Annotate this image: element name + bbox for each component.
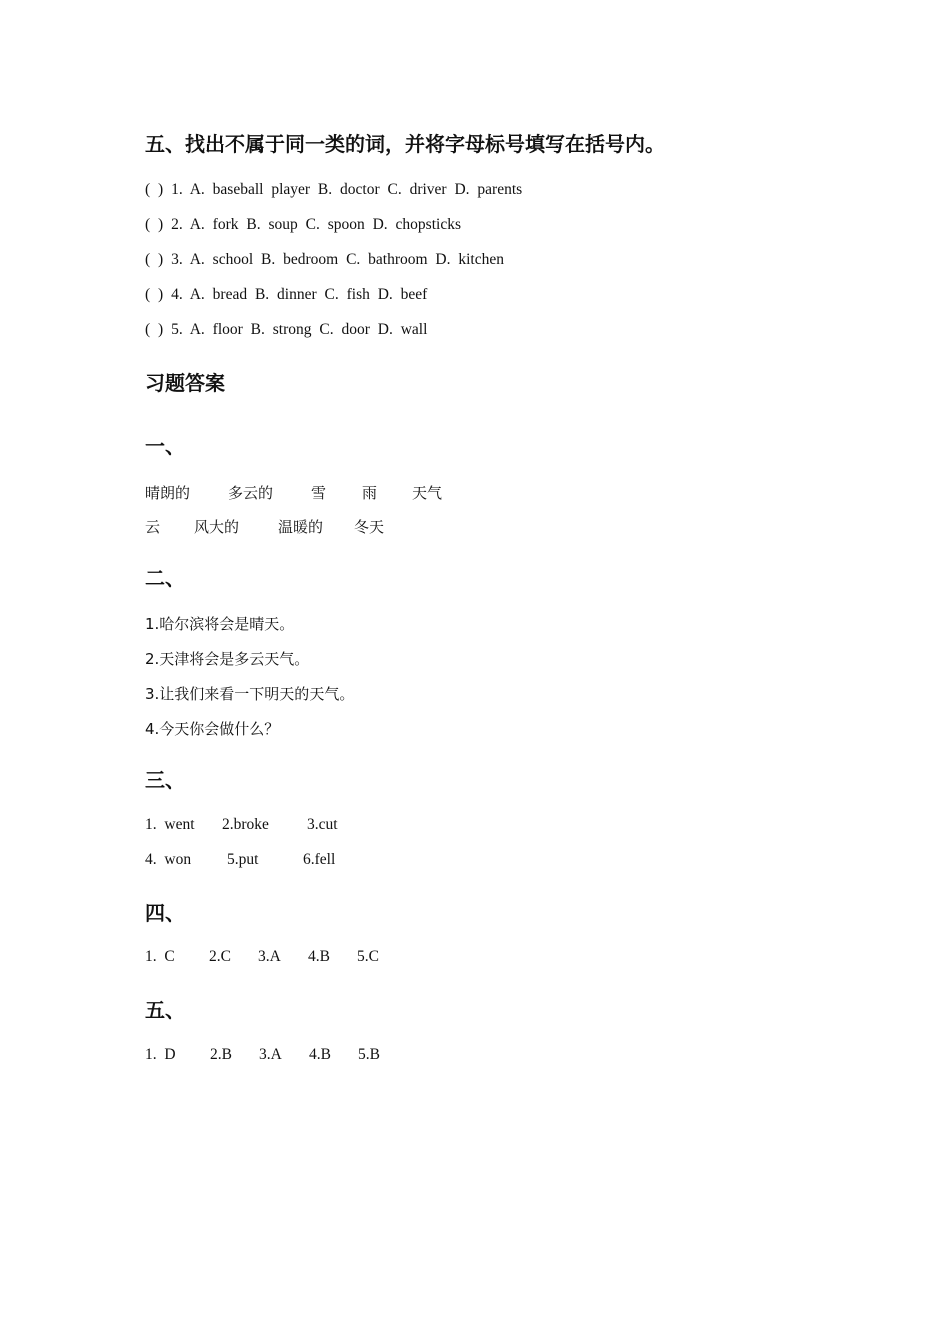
part1-word: 冬天 bbox=[354, 518, 385, 536]
part1-word: 雨 bbox=[362, 484, 378, 502]
part5-heading: 五、 bbox=[145, 998, 185, 1022]
part3-answer: 4. won bbox=[145, 851, 192, 868]
part3-answer: 1. went bbox=[145, 816, 195, 833]
part1-word: 风大的 bbox=[194, 518, 240, 536]
part4-answer: 5.C bbox=[357, 948, 379, 965]
part4-answer: 4.B bbox=[308, 948, 330, 965]
question-3: ( ) 3. A. school B. bedroom C. bathroom D. kitchen bbox=[145, 251, 504, 268]
part4-answer: 3.A bbox=[258, 948, 281, 965]
part3-answer: 2.broke bbox=[222, 816, 269, 833]
part2-line-2: 2.天津将会是多云天气。 bbox=[145, 650, 310, 668]
question-1: ( ) 1. A. baseball player B. doctor C. driver D. parents bbox=[145, 181, 523, 198]
part1-heading: 一、 bbox=[145, 434, 185, 458]
part1-word: 天气 bbox=[412, 484, 443, 502]
part5-answer: 5.B bbox=[358, 1046, 380, 1063]
part3-heading: 三、 bbox=[145, 768, 185, 792]
part5-answer: 2.B bbox=[210, 1046, 232, 1063]
part1-word: 雪 bbox=[311, 484, 327, 502]
part5-answer: 3.A bbox=[259, 1046, 282, 1063]
part5-answer: 1. D bbox=[145, 1046, 176, 1063]
part2-line-1: 1.哈尔滨将会是晴天。 bbox=[145, 615, 295, 633]
question-4: ( ) 4. A. bread B. dinner C. fish D. beef bbox=[145, 286, 428, 303]
part1-word: 云 bbox=[145, 518, 161, 536]
question-5: ( ) 5. A. floor B. strong C. door D. wall bbox=[145, 321, 428, 338]
part1-word: 温暖的 bbox=[278, 518, 324, 536]
part1-word: 多云的 bbox=[228, 484, 274, 502]
question-2: ( ) 2. A. fork B. soup C. spoon D. chopsticks bbox=[145, 216, 461, 233]
part2-heading: 二、 bbox=[145, 566, 185, 590]
part3-answer: 3.cut bbox=[307, 816, 338, 833]
part2-line-4: 4.今天你会做什么？ bbox=[145, 720, 280, 738]
part4-answer: 1. C bbox=[145, 948, 175, 965]
part3-answer: 5.put bbox=[227, 851, 259, 868]
part4-heading: 四、 bbox=[145, 901, 185, 925]
section5-title: 五、找出不属于同一类的词，并将字母标号填写在括号内。 bbox=[145, 132, 665, 156]
part2-line-3: 3.让我们来看一下明天的天气。 bbox=[145, 685, 355, 703]
part1-word: 晴朗的 bbox=[145, 484, 191, 502]
part4-answer: 2.C bbox=[209, 948, 231, 965]
answers-title: 习题答案 bbox=[145, 371, 225, 395]
part3-answer: 6.fell bbox=[303, 851, 336, 868]
part5-answer: 4.B bbox=[309, 1046, 331, 1063]
